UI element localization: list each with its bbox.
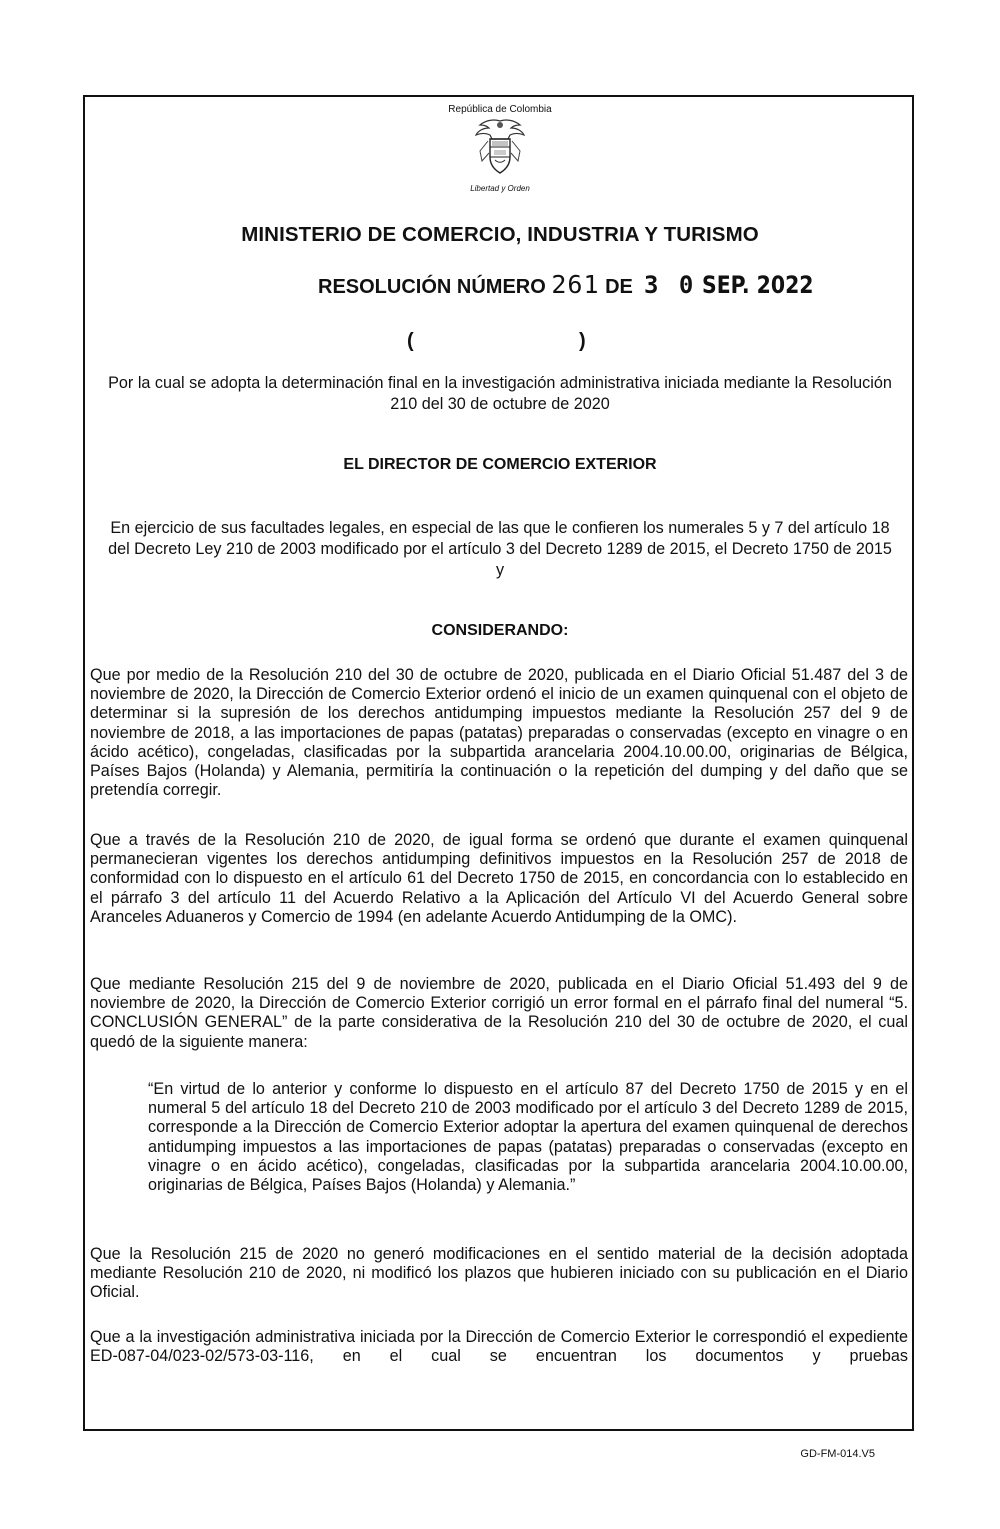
director-heading: EL DIRECTOR DE COMERCIO EXTERIOR <box>343 456 657 473</box>
resolution-subject: Por la cual se adopta la determinación final en la investigación administrativa iniciada mediante la Resolución 210 del 30 de octubre de 2020 <box>108 374 892 413</box>
quoted-paragraph: “En virtud de lo anterior y conforme lo dispuesto en el artículo 87 del Decreto 1750 de 2015 y en el numeral 5 del artículo 18 del Decreto 210 de 2003 modificado por el artículo 3 del Decreto 1289 de 2015, corresponde a la Dirección de Comercio Exterior adoptar la apertura del examen quinquenal de derechos antidumping impuestos a las importaciones de papas (patatas) preparadas o conservadas (excepto en vinagre o en ácido acético), congeladas, clasificadas por la subpartida arancelaria 2004.10.00.00, originarias de Bélgica, Países Bajos (Holanda) y Alemania.” <box>148 1080 908 1195</box>
paren-open: ( <box>407 330 414 352</box>
resolution-number-stamp: 261 <box>551 270 600 299</box>
paragraph-1: Que por medio de la Resolución 210 del 30 de octubre de 2020, publicada en el Diario Oficial 51.487 del 3 de noviembre de 2020, la Dirección de Comercio Exterior ordenó el inicio de un examen quinquenal con el objeto de determinar si la supresión de los derechos antidumping impuestos mediante la Resolución 257 del 9 de noviembre de 2018, a las importaciones de papas (patatas) preparadas o conservadas (excepto en vinagre o en ácido acético), congeladas, clasificadas por la subpartida arancelaria 2004.10.00.00, originarias de Bélgica, Países Bajos (Holanda) y Alemania, permitiría la continuación o la repetición del dumping y del daño que se pretendía corregir. <box>90 666 908 800</box>
motto-text: Libertad y Orden <box>470 184 530 193</box>
resolution-date-month-year-stamp: SEP. 2022 <box>701 271 814 299</box>
paragraph-5: Que a la investigación administrativa iniciada por la Dirección de Comercio Exterior le correspondió el expediente ED-087-04/023-02/573-03-116, en el cual se encuentran los documentos y pruebas <box>90 1328 908 1366</box>
resolution-date-day-stamp: 3 0 <box>644 271 697 299</box>
ministry-title: MINISTERIO DE COMERCIO, INDUSTRIA Y TURISMO <box>241 223 759 246</box>
form-code: GD-FM-014.V5 <box>800 1448 875 1460</box>
republic-header: República de Colombia <box>448 104 552 115</box>
resolution-label: RESOLUCIÓN NÚMERO <box>318 276 546 298</box>
resolution-de-label: DE <box>605 276 633 298</box>
paragraph-2: Que a través de la Resolución 210 de 2020, de igual forma se ordenó que durante el examen quinquenal permanecieran vigentes los derechos antidumping definitivos impuestos en la Resolución 257 de 2018 de conformidad con lo dispuesto en el artículo 61 del Decreto 1750 de 2015, en concordancia con lo establecido en el párrafo 3 del artículo 11 del Acuerdo Relativo a la Aplicación del Artículo VI del Acuerdo General sobre Aranceles Aduaneros y Comercio de 1994 (en adelante Acuerdo Antidumping de la OMC). <box>90 831 908 926</box>
paragraph-4: Que la Resolución 215 de 2020 no generó modificaciones en el sentido material de la decisión adoptada mediante Resolución 210 de 2020, ni modificó los plazos que hubieren iniciado con su publicación en el Diario Oficial. <box>90 1245 908 1302</box>
resolution-line <box>318 270 833 299</box>
paragraph-3: Que mediante Resolución 215 del 9 de noviembre de 2020, publicada en el Diario Oficial 51.493 del 9 de noviembre de 2020, la Dirección de Comercio Exterior corrigió un error formal en el párrafo final del numeral “5. CONCLUSIÓN GENERAL” de la parte considerativa de la Resolución 210 del 30 de octubre de 2020, el cual quedó de la siguiente manera: <box>90 975 908 1051</box>
considerando-heading: CONSIDERANDO: <box>431 622 569 639</box>
legal-powers-text: En ejercicio de sus facultades legales, en especial de las que le confieren los numerales 5 y 7 del artículo 18 del Decreto Ley 210 de 2003 modificado por el artículo 3 del Decreto 1289 de 2015, el Decreto 1750 de 2015 y <box>108 519 892 579</box>
coat-of-arms-icon <box>470 117 530 179</box>
paren-close: ) <box>579 330 586 352</box>
